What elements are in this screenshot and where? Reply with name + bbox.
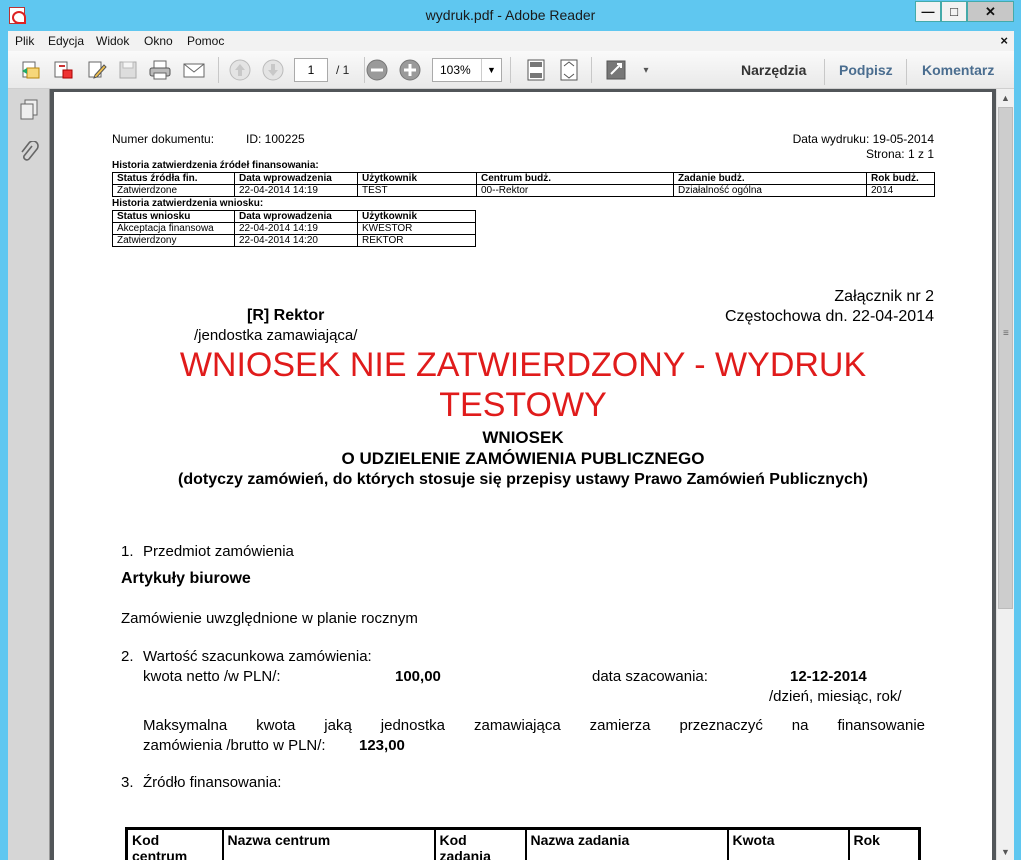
table-cell: Zatwierdzony	[113, 235, 235, 247]
request-history-table	[112, 210, 476, 247]
net-amount-label: kwota netto /w PLN/:	[143, 668, 281, 685]
table-header-cell: Kod centrum	[127, 829, 223, 860]
chevron-down-icon[interactable]: ▼	[481, 59, 501, 81]
toolbar-separator	[824, 59, 825, 85]
tools-button[interactable]: Narzędzia	[741, 62, 807, 78]
document-view[interactable]	[50, 89, 996, 860]
table-header-cell: Data wprowadzenia	[235, 211, 358, 223]
table-header-cell: Nazwa centrum	[223, 829, 435, 860]
scroll-up-icon[interactable]: ▲	[1001, 92, 1010, 103]
red-title-line-1: WNIOSEK NIE ZATWIERDZONY - WYDRUK	[179, 346, 867, 384]
table-header-cell: Data wprowadzenia	[235, 173, 358, 185]
main-title-2: O UDZIELENIE ZAMÓWIENIA PUBLICZNEGO	[341, 449, 705, 468]
navigation-panel	[8, 89, 50, 860]
table-header-cell: Status źródła fin.	[113, 173, 235, 185]
doc-number-label: Numer dokumentu:	[112, 132, 215, 146]
max-amount-text-1: Maksymalna kwota jaką jednostka zamawiająca zamierza przeznaczyć na finansowanie	[143, 717, 925, 734]
table-row	[113, 185, 935, 197]
table-header-cell: Zadanie budż.	[674, 173, 867, 185]
email-icon[interactable]	[182, 58, 206, 82]
close-document-button[interactable]: ×	[1000, 33, 1008, 48]
table-header-cell: Rok budż.	[867, 173, 935, 185]
menu-edit[interactable]: Edycja	[48, 34, 85, 48]
save-icon[interactable]	[116, 58, 140, 82]
max-amount-text-2: zamówienia /brutto w PLN/:	[143, 737, 326, 754]
max-amount-value: 123,00	[359, 737, 405, 754]
table-cell: 22-04-2014 14:19	[235, 223, 358, 235]
print-date: Data wydruku: 19-05-2014	[792, 132, 934, 146]
table-cell: 22-04-2014 14:19	[235, 185, 358, 197]
pdf-page	[54, 92, 992, 860]
date-format-hint: /dzień, miesiąc, rok/	[769, 688, 902, 705]
toolbar-separator	[510, 57, 511, 83]
page-thumbnails-icon[interactable]	[17, 97, 41, 123]
menu-bar	[8, 31, 1014, 51]
next-page-icon[interactable]	[261, 58, 285, 82]
unit-name: [R] Rektor	[247, 307, 325, 324]
close-button[interactable]: ✕	[967, 1, 1014, 22]
minimize-button[interactable]: —	[915, 1, 941, 22]
previous-page-icon[interactable]	[228, 58, 252, 82]
menu-file[interactable]: Plik	[15, 34, 35, 48]
section-2-number: 2.	[121, 648, 134, 665]
table-header-row	[113, 211, 476, 223]
customize-toolbar-icon[interactable]: ▾	[643, 64, 649, 76]
maximize-button[interactable]: □	[941, 1, 967, 22]
zoom-out-icon[interactable]	[365, 58, 389, 82]
table-header-cell: Nazwa zadania	[526, 829, 728, 860]
net-amount-value: 100,00	[395, 668, 441, 685]
window-titlebar	[0, 0, 1021, 31]
table-header-cell: Użytkownik	[358, 173, 477, 185]
table-header-cell: Rok	[849, 829, 920, 860]
toolbar-separator	[591, 57, 592, 83]
table-header-cell: Kwota	[728, 829, 849, 860]
sign-button[interactable]: Podpisz	[839, 62, 893, 78]
page-total: / 1	[336, 63, 350, 77]
main-title-1: WNIOSEK	[482, 428, 564, 447]
page-number-input[interactable]: 1	[294, 58, 328, 82]
table-cell: Działalność ogólna	[674, 185, 867, 197]
table-cell: KWESTOR	[358, 223, 476, 235]
section-2-label: Wartość szacunkowa zamówienia:	[143, 648, 372, 665]
order-subject: Artykuły biurowe	[121, 570, 251, 587]
table-header-cell: Status wniosku	[113, 211, 235, 223]
funding-source-table	[125, 827, 921, 860]
fit-width-icon[interactable]	[557, 58, 581, 82]
menu-view[interactable]: Widok	[96, 34, 130, 48]
table-header-row	[127, 829, 920, 860]
attachments-icon[interactable]	[17, 140, 41, 166]
read-mode-icon[interactable]	[604, 58, 628, 82]
red-title-line-2: TESTOWY	[439, 386, 607, 424]
comment-button[interactable]: Komentarz	[922, 62, 995, 78]
estimate-date-value: 12-12-2014	[790, 668, 867, 685]
section-1-label: Przedmiot zamówienia	[143, 543, 294, 560]
table-cell: 00--Rektor	[477, 185, 674, 197]
table-row	[113, 223, 476, 235]
zoom-level-select[interactable]: 103%	[432, 58, 502, 82]
print-icon[interactable]	[148, 58, 172, 82]
toolbar-separator	[218, 57, 219, 83]
doc-id: ID: 100225	[246, 132, 305, 146]
section-3-label: Źródło finansowania:	[143, 774, 282, 791]
scroll-down-icon[interactable]: ▼	[1001, 846, 1010, 857]
request-history-title: Historia zatwierdzenia wniosku:	[112, 198, 264, 209]
table-cell: TEST	[358, 185, 477, 197]
grip-icon: ≡	[1003, 328, 1009, 339]
attachment-number: Załącznik nr 2	[834, 288, 934, 305]
table-header-cell: Centrum budż.	[477, 173, 674, 185]
page-of: Strona: 1 z 1	[865, 147, 934, 161]
zoom-in-icon[interactable]	[398, 58, 422, 82]
table-cell: Akceptacja finansowa	[113, 223, 235, 235]
table-cell: REKTOR	[358, 235, 476, 247]
plan-note: Zamówienie uwzględnione w planie rocznym	[121, 610, 418, 627]
table-header-cell: Użytkownik	[358, 211, 476, 223]
table-cell: 2014	[867, 185, 935, 197]
table-cell: Zatwierdzone	[113, 185, 235, 197]
toolbar-separator	[906, 59, 907, 85]
create-pdf-icon[interactable]	[18, 58, 42, 82]
table-header-cell: Kod zadania	[435, 829, 526, 860]
unit-caption: /jendostka zamawiająca/	[194, 327, 358, 344]
estimate-date-label: data szacowania:	[592, 668, 708, 685]
fit-page-icon[interactable]	[524, 58, 548, 82]
main-title-3: (dotyczy zamówień, do których stosuje się przepisy ustawy Prawo Zamówień Publicznych)	[178, 471, 868, 488]
section-1-number: 1.	[121, 543, 134, 560]
export-pdf-icon[interactable]	[51, 58, 75, 82]
toolbar	[8, 51, 1014, 89]
scrollbar-thumb[interactable]	[998, 107, 1013, 609]
funding-history-title: Historia zatwierdzenia źródeł finansowania:	[112, 160, 319, 171]
edit-pdf-icon[interactable]	[85, 58, 109, 82]
place-date: Częstochowa dn. 22-04-2014	[724, 308, 934, 325]
funding-history-table	[112, 172, 935, 197]
section-3-number: 3.	[121, 774, 134, 791]
table-row	[113, 235, 476, 247]
window-title: wydruk.pdf - Adobe Reader	[425, 7, 596, 23]
menu-window[interactable]: Okno	[144, 34, 173, 48]
table-header-row	[113, 173, 935, 185]
table-cell: 22-04-2014 14:20	[235, 235, 358, 247]
menu-help[interactable]: Pomoc	[187, 34, 225, 48]
vertical-scrollbar[interactable]	[996, 89, 1014, 860]
